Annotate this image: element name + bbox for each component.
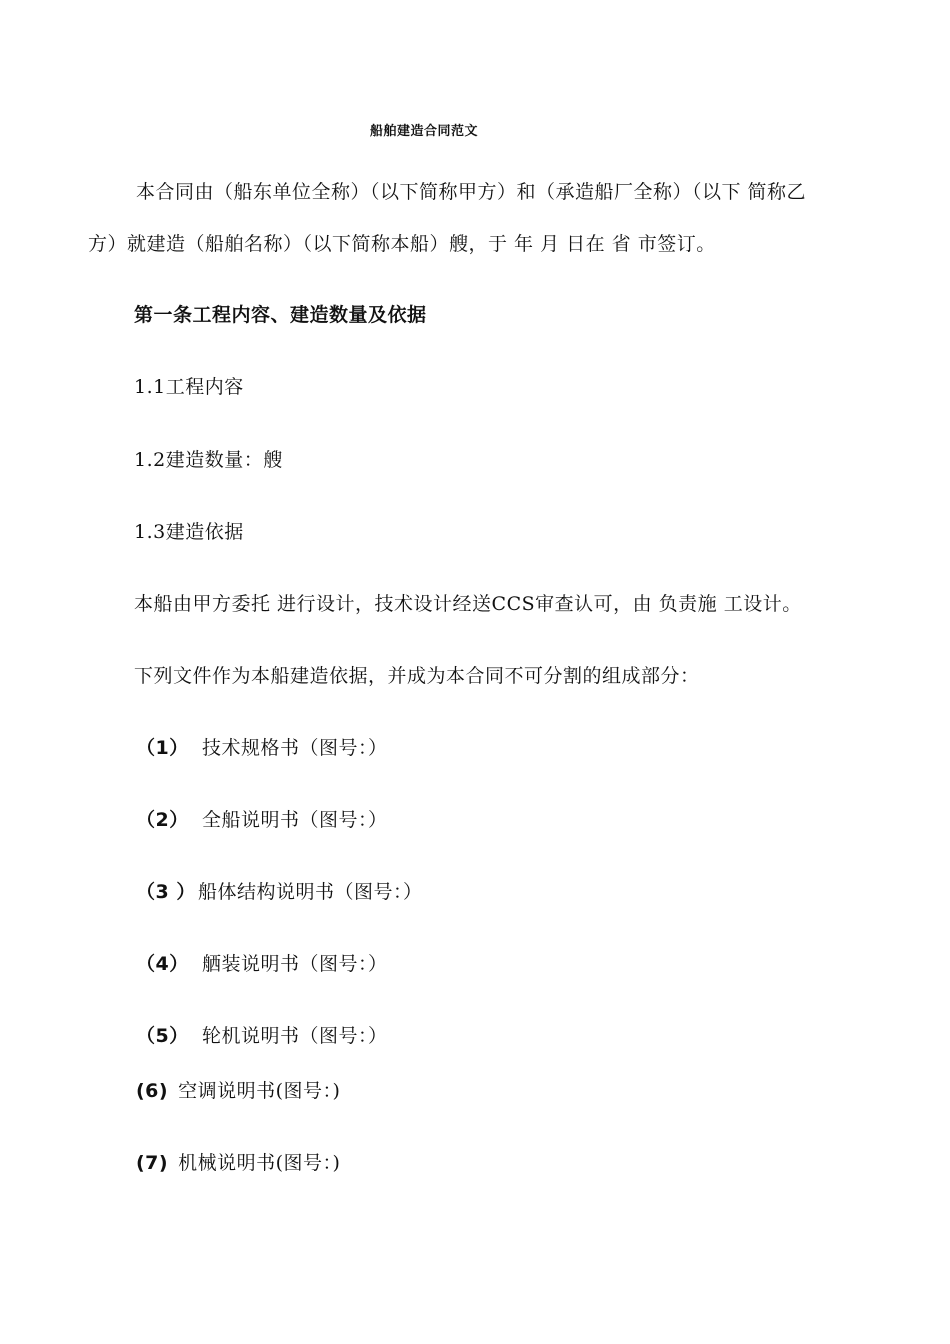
list-item-text: 空调说明书(图号：) — [178, 1080, 341, 1102]
list-item-number: （2） — [136, 809, 189, 831]
list-item-text: 轮机说明书（图号：） — [202, 1025, 388, 1047]
list-item-number: （4） — [136, 953, 189, 975]
list-item — [136, 736, 388, 760]
list-item — [136, 808, 388, 832]
list-item-text: 机械说明书(图号：) — [178, 1152, 341, 1174]
list-item — [136, 1151, 340, 1175]
list-item-text: 舾装说明书（图号：） — [202, 953, 388, 975]
intro-paragraph-line-1: 本合同由（船东单位全称）（以下简称甲方）和（承造船厂全称）（以下 简称乙 — [136, 181, 807, 203]
clause-1-3: 1.3建造依据 — [134, 521, 244, 543]
design-paragraph: 本船由甲方委托 进行设计，技术设计经送CCS审查认可，由 负责施 工设计。 — [134, 593, 802, 615]
document-title: 船舶建造合同范文 — [370, 124, 479, 139]
list-item — [136, 952, 388, 976]
article-1-heading: 第一条工程内容、建造数量及依据 — [134, 304, 427, 326]
list-item — [136, 1079, 340, 1103]
list-item-number: （1） — [136, 737, 189, 759]
list-item-number: （5） — [136, 1025, 189, 1047]
clause-1-2: 1.2建造数量：艘 — [134, 449, 283, 471]
documents-intro: 下列文件作为本船建造依据，并成为本合同不可分割的组成部分： — [134, 665, 700, 687]
list-item-text: 全船说明书（图号：） — [202, 809, 388, 831]
list-item — [136, 1024, 388, 1048]
list-item-number: (7) — [136, 1152, 169, 1174]
list-item-number: （3 ） — [136, 881, 196, 903]
list-item — [136, 880, 423, 904]
list-item-text: 技术规格书（图号：） — [202, 737, 388, 759]
list-item-text: 船体结构说明书（图号：） — [198, 881, 423, 903]
clause-1-1: 1.1工程内容 — [134, 376, 244, 398]
list-item-number: (6) — [136, 1080, 169, 1102]
intro-paragraph-line-2: 方）就建造（船舶名称）（以下简称本船）艘，于 年 月 日在 省 市签订。 — [88, 233, 716, 255]
